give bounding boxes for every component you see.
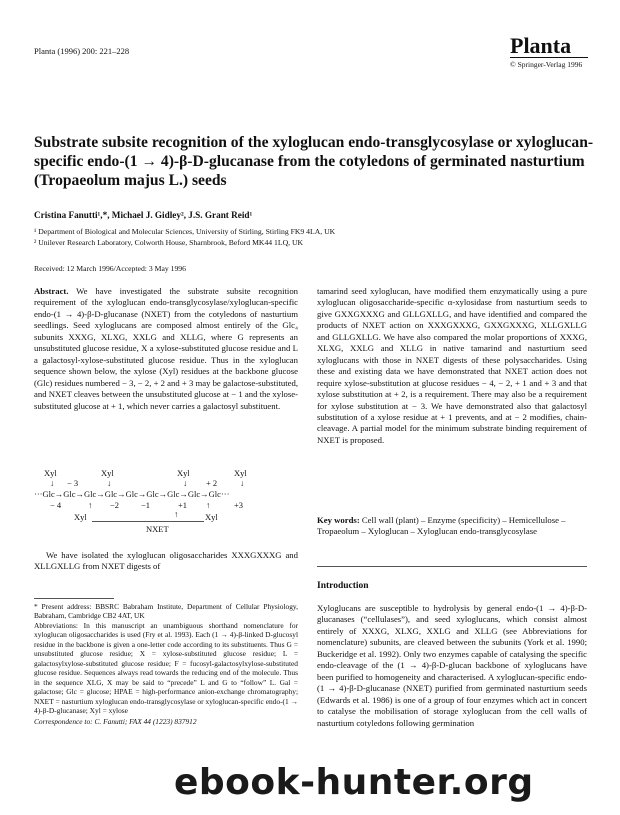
abstract-right bbox=[317, 286, 587, 446]
abstract-left bbox=[34, 286, 298, 412]
scheme-label-p1: +1 bbox=[178, 500, 188, 510]
watermark: ebook-hunter.org bbox=[174, 762, 534, 803]
scheme-glucan-chain: ···Glc→Glc→Glc→Glc→Glc→Glc→Glc→Glc→Glc··· bbox=[34, 489, 230, 499]
journal-name: Planta bbox=[510, 33, 572, 58]
journal-brand bbox=[510, 33, 588, 69]
publisher: © Springer-Verlag 1996 bbox=[510, 60, 583, 69]
scheme-xyl-1: Xyl bbox=[44, 468, 57, 478]
scheme-xyl-4: Xyl bbox=[234, 468, 247, 478]
scheme-arrow-down-4: ↓ bbox=[240, 478, 245, 488]
keywords bbox=[317, 515, 587, 538]
scheme-xyl-3: Xyl bbox=[177, 468, 190, 478]
scheme-arrow-down-3: ↓ bbox=[183, 478, 188, 488]
affiliation-2: ² Unilever Research Laboratory, Colworth House, Sharnbrook, Beford MK44 1LQ, UK bbox=[34, 238, 304, 247]
abstract-right-text: tamarind seed xyloglucan, have modified them enzymatically using a pure xyloglucan oligosaccharide-specific α-xylosidase from nasturtium seeds to give GXXGXXXG and GLLGXLLG, and have identified and compared the products of NXET action on XXXGXXXG, GXXGXXXG, XLLGXLLG and GLLGXLLG. We have also compared the molar proportions of XXXG, XLXG, XXLG and XLLG in native tamarind and nasturtium seed xyloglucans with those in NXET digests of these polysaccharides. Using these and existing data we have demonstrated that NXET action does not require xylose-substitution at glucose residues − 4, − 2, + 1 and + 3 and that xylose substitution at + 2, is a requirement. There may also be a requirement for xylose substitution at − 3. We have demonstrated also that galactosyl substitution of a xylose residue at + 1 prevents, and at − 2 modifies, chain-cleavage. A partial model for the minimum substrate binding requirement of NXET is proposed. bbox=[317, 286, 587, 445]
footnote-present-address: * Present address: BBSRC Babraham Institute, Department of Cellular Physiology, Babraham, Cambridge CB2 4AT, UK bbox=[34, 602, 298, 621]
scheme-bracket-line bbox=[92, 521, 204, 522]
paper-title: Substrate subsite recognition of the xyloglucan endo-transglycosylase or xyloglucan-specific endo-(1 → 4)-β-D-glucanase from the cotyledons of germinated nasturtium (Tropaeolum majus L.) seeds bbox=[34, 134, 594, 189]
received-date: Received: 12 March 1996/Accepted: 3 May 1996 bbox=[34, 264, 186, 273]
footnotes bbox=[34, 602, 298, 727]
abstract-label: Abstract. bbox=[34, 286, 69, 296]
scheme-label-m3: − 3 bbox=[67, 478, 79, 488]
abstract-left-continued bbox=[34, 550, 298, 573]
section-rule bbox=[317, 566, 587, 567]
affiliation-1: ¹ Department of Biological and Molecular Sciences, University of Stirling, Stirling FK9 4LA, UK bbox=[34, 227, 336, 236]
scheme-cleavage-arrow: ↑ bbox=[174, 509, 179, 519]
scheme-arrow-down-2: ↓ bbox=[107, 478, 112, 488]
scheme-label-m4: − 4 bbox=[50, 500, 62, 510]
scheme-arrow-up-1: ↑ bbox=[88, 500, 93, 510]
scheme-label-p2: + 2 bbox=[206, 478, 218, 488]
scheme-xyl-6: Xyl bbox=[205, 512, 218, 522]
keywords-text: Cell wall (plant) – Enzyme (specificity) – Hemicellulose – Tropaeolum – Xyloglucan – Xyloglucan endo-transglycosylase bbox=[317, 515, 566, 537]
keywords-label: Key words: bbox=[317, 515, 360, 525]
abstract-left-continued-text: We have isolated the xyloglucan oligosaccharides XXXGXXXG and XLLGXLLG from NXET digests of bbox=[34, 550, 298, 572]
scheme-label-m2: −2 bbox=[110, 500, 120, 510]
scheme-arrow-down-1: ↓ bbox=[50, 478, 55, 488]
scheme-label-m1: −1 bbox=[141, 500, 151, 510]
abstract-text: We have investigated the substrate subsite recognition requirement of the xyloglucan endo-transglycosylase/xyloglucan-specific endo-(1 → 4)-β-D-glucanase (NXET) from the cotyledons of nasturtium seedlings. Seed xyloglucans are composed almost entirely of the Glc₄ subunits XXXG, XLXG, XXLG and XLLG, where G represents an unsubstituted glucose residue, X a xylose-substituted glucose residue and L a galactosyl-xylose-substituted glucose residue. Thus in the xyloglucan sequence shown below, the xylose (Xyl) residues at the backbone glucose (Glc) residues numbered − 3, − 2, + 2 and + 3 may be galactose-substituted, and NXET cleaves between the unsubstituted glucose at − 1 and the xylose-substituted glucose at + 1, which never carries a galactosyl substituent. bbox=[34, 286, 299, 411]
intro-heading: Introduction bbox=[317, 581, 369, 591]
footnote-abbreviations: Abbreviations: In this manuscript an unambiguous shorthand nomenclature for xyloglucan oligosaccharides is used (Fry et al. 1993). Each (1 → 4)-β-linked D-glucosyl residue in the backbone is given a one-letter code according to its substituents. Thus G = unsubstituted glucose residue; X = xylose-substituted glucose residue; L = galactosylxylose-substituted glucose residue; F = fucosyl-galactosylxylose-substituted glucose residue. Sequences always read towards the reducing end of the molecule. Thus in the sequence XLG, X may be said to “precede” L and G to “follow” L. Gal = galactose; Glc = glucose; HPAE = high-performance anion-exchange chromatography; NXET = nasturtium xyloglucan endo-transglycosylase or xyloglucan-specific endo-(1 → 4)-β-D-glucanase; Xyl = xylose bbox=[34, 620, 298, 715]
footnote-correspondence: Correspondence to: C. Fanutti; FAX 44 (1223) 837912 bbox=[34, 717, 197, 727]
intro-text bbox=[317, 603, 587, 729]
journal-reference: Planta (1996) 200: 221–228 bbox=[34, 46, 130, 56]
scheme-xyl-5: Xyl bbox=[74, 512, 87, 522]
intro-paragraph: Xyloglucans are susceptible to hydrolysis by general endo-(1 → 4)-β-D-glucanases (“cellulases”), and seed xyloglucans, which consist almost entirely of XXXG, XLXG, XXLG and XLLG (see Abbreviations for nomenclature) subunits, are cleaved between the subunits (York et al. 1990; Buckeridge et al. 1992). Only two enzymes capable of catalysing the specific endo-cleavage of the (1 → 4)-β-D-glucan backbone of xyloglucans have been purified to homogeneity and characterised. A xyloglucan-specific endo-(1 → 4)-β-D-glucanase (NXET) purified from germinated nasturtium seeds (Edwards et al. 1986) is one of a group of four enzymes which act in concert to catalyse the mobilisation of storage xyloglucan from the cell walls of nasturtium cotyledons following germination bbox=[317, 603, 587, 728]
xyloglucan-scheme bbox=[34, 468, 298, 546]
scheme-enzyme-label: NXET bbox=[146, 524, 169, 534]
scheme-label-p3: +3 bbox=[234, 500, 244, 510]
authors: Cristina Fanutti¹,*, Michael J. Gidley², J.S. Grant Reid¹ bbox=[34, 210, 253, 220]
scheme-arrow-up-2: ↑ bbox=[206, 500, 211, 510]
scheme-xyl-2: Xyl bbox=[101, 468, 114, 478]
footnote-rule bbox=[34, 598, 114, 599]
